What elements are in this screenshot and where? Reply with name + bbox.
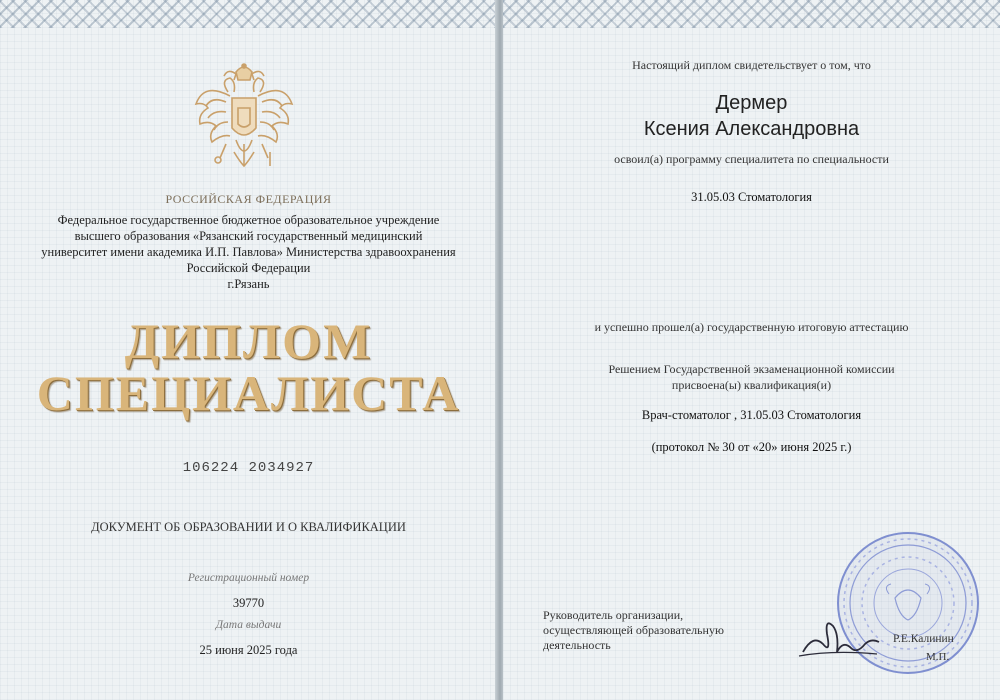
attestation-line: и успешно прошел(а) государственную итоговую аттестацию bbox=[594, 320, 909, 334]
certification-intro: Настоящий диплом свидетельствует о том, что bbox=[632, 58, 871, 72]
head-title-line: Руководитель организации, bbox=[543, 608, 684, 622]
institution-name bbox=[10, 212, 487, 292]
commission-decision-line2: присвоена(ы) квалификация(и) bbox=[671, 378, 832, 392]
registration-number-label: Регистрационный номер bbox=[187, 572, 310, 584]
institution-city: г.Рязань bbox=[227, 277, 270, 291]
protocol-reference: (протокол № 30 от «20» июня 2025 г.) bbox=[651, 440, 852, 454]
graduate-surname: Дермер bbox=[715, 92, 788, 114]
head-title-line: осуществляющей образовательную bbox=[543, 623, 724, 637]
right-page bbox=[503, 0, 1000, 700]
coat-of-arms-icon bbox=[190, 62, 298, 178]
qualification: Врач-стоматолог , 31.05.03 Стоматология bbox=[641, 408, 862, 422]
institution-line: Федеральное государственное бюджетное образовательное учреждение bbox=[57, 213, 440, 227]
commission-decision-line1: Решением Государственной экзаменационной комиссии bbox=[608, 362, 895, 376]
institution-line: высшего образования «Рязанский государственный медицинский bbox=[74, 229, 423, 243]
organization-head-title bbox=[543, 608, 724, 653]
institution-line: Российской Федерации bbox=[186, 261, 311, 275]
decorative-border bbox=[0, 0, 497, 28]
graduate-given-names: Ксения Александровна bbox=[643, 118, 860, 140]
left-page bbox=[0, 0, 497, 700]
signer-name: Р.Е.Калинин bbox=[893, 633, 954, 645]
program-line: освоил(а) программу специалитета по специальности bbox=[614, 152, 889, 166]
country-name: РОССИЙСКАЯ ФЕДЕРАЦИЯ bbox=[165, 192, 332, 206]
institution-line: университет имени академика И.П. Павлова» Министерства здравоохранения bbox=[41, 245, 456, 259]
diploma-title-line1: ДИПЛОМ bbox=[124, 313, 373, 369]
document-type: ДОКУМЕНТ ОБ ОБРАЗОВАНИИ И О КВАЛИФИКАЦИИ bbox=[91, 520, 406, 534]
decorative-border bbox=[503, 0, 1000, 28]
issue-date-label: Дата выдачи bbox=[215, 619, 282, 631]
issue-date: 25 июня 2025 года bbox=[199, 643, 298, 657]
diploma-title-line2: СПЕЦИАЛИСТА bbox=[36, 365, 461, 421]
seal-place-mark: М.П. bbox=[926, 651, 950, 663]
specialty: 31.05.03 Стоматология bbox=[691, 190, 812, 204]
signature-icon bbox=[793, 604, 883, 664]
head-title-line: деятельность bbox=[543, 638, 611, 652]
registration-number: 39770 bbox=[232, 596, 265, 610]
serial-number: 106224 2034927 bbox=[182, 460, 315, 476]
